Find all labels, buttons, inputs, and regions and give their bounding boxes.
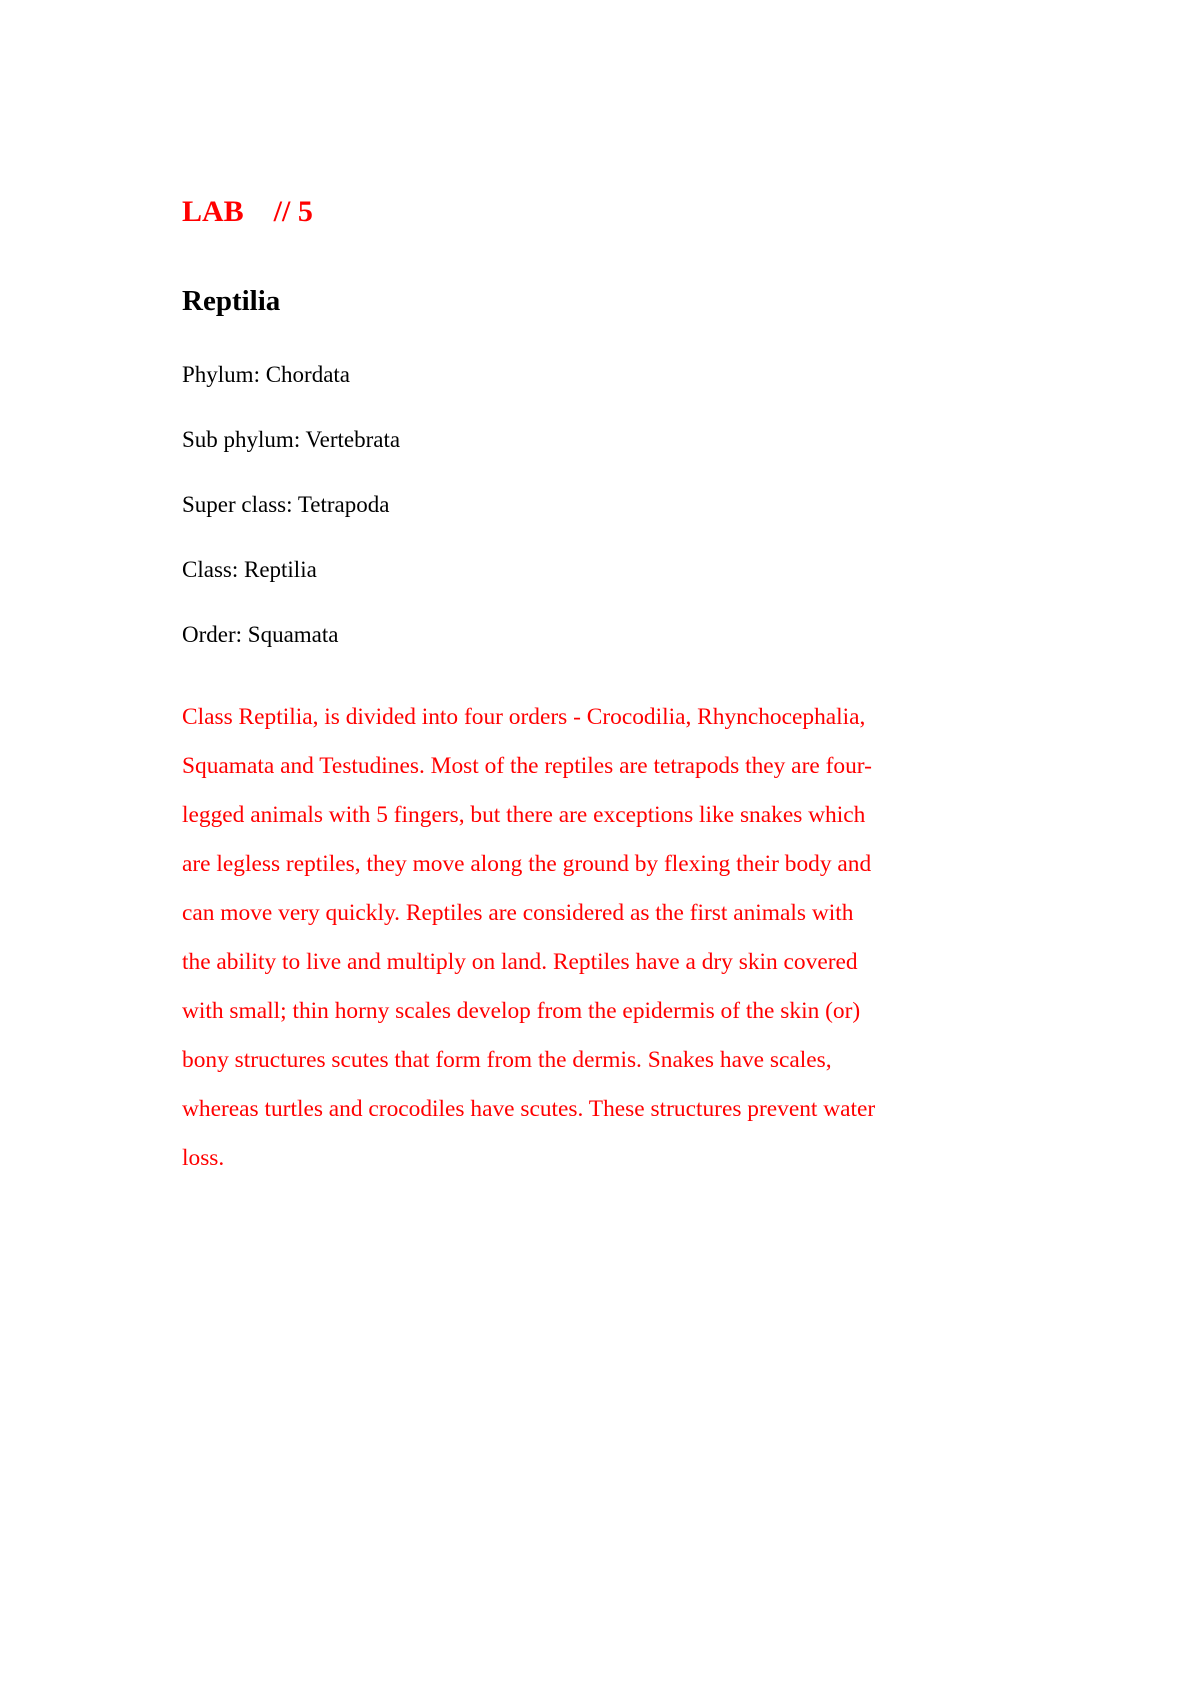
- paragraph-line: can move very quickly. Reptiles are considered as the first animals with: [182, 900, 854, 926]
- paragraph-line: Class Reptilia, is divided into four orders - Crocodilia, Rhynchocephalia,: [182, 704, 866, 730]
- taxonomy-super-class: Super class: Tetrapoda: [182, 492, 390, 517]
- taxonomy-sub-phylum: Sub phylum: Vertebrata: [182, 427, 401, 452]
- paragraph-line: the ability to live and multiply on land. Reptiles have a dry skin covered: [182, 949, 858, 975]
- paragraph-line: legged animals with 5 fingers, but there are exceptions like snakes which: [182, 802, 866, 828]
- description-paragraph: [182, 693, 1032, 1183]
- taxonomy-list: [182, 358, 1042, 683]
- paragraph-line: loss.: [182, 1145, 225, 1171]
- taxonomy-order: Order: Squamata: [182, 622, 339, 647]
- lab-title: LAB // 5: [182, 195, 313, 228]
- taxonomy-class: Class: Reptilia: [182, 557, 317, 582]
- paragraph-line: with small; thin horny scales develop from the epidermis of the skin (or): [182, 998, 861, 1024]
- paragraph-line: are legless reptiles, they move along the ground by flexing their body and: [182, 851, 872, 877]
- taxonomy-phylum: Phylum: Chordata: [182, 362, 351, 387]
- paragraph-line: Squamata and Testudines. Most of the reptiles are tetrapods they are four-: [182, 753, 872, 779]
- paragraph-line: whereas turtles and crocodiles have scutes. These structures prevent water: [182, 1096, 876, 1122]
- paragraph-line: bony structures scutes that form from the dermis. Snakes have scales,: [182, 1047, 832, 1073]
- document-heading: Reptilia: [182, 285, 281, 317]
